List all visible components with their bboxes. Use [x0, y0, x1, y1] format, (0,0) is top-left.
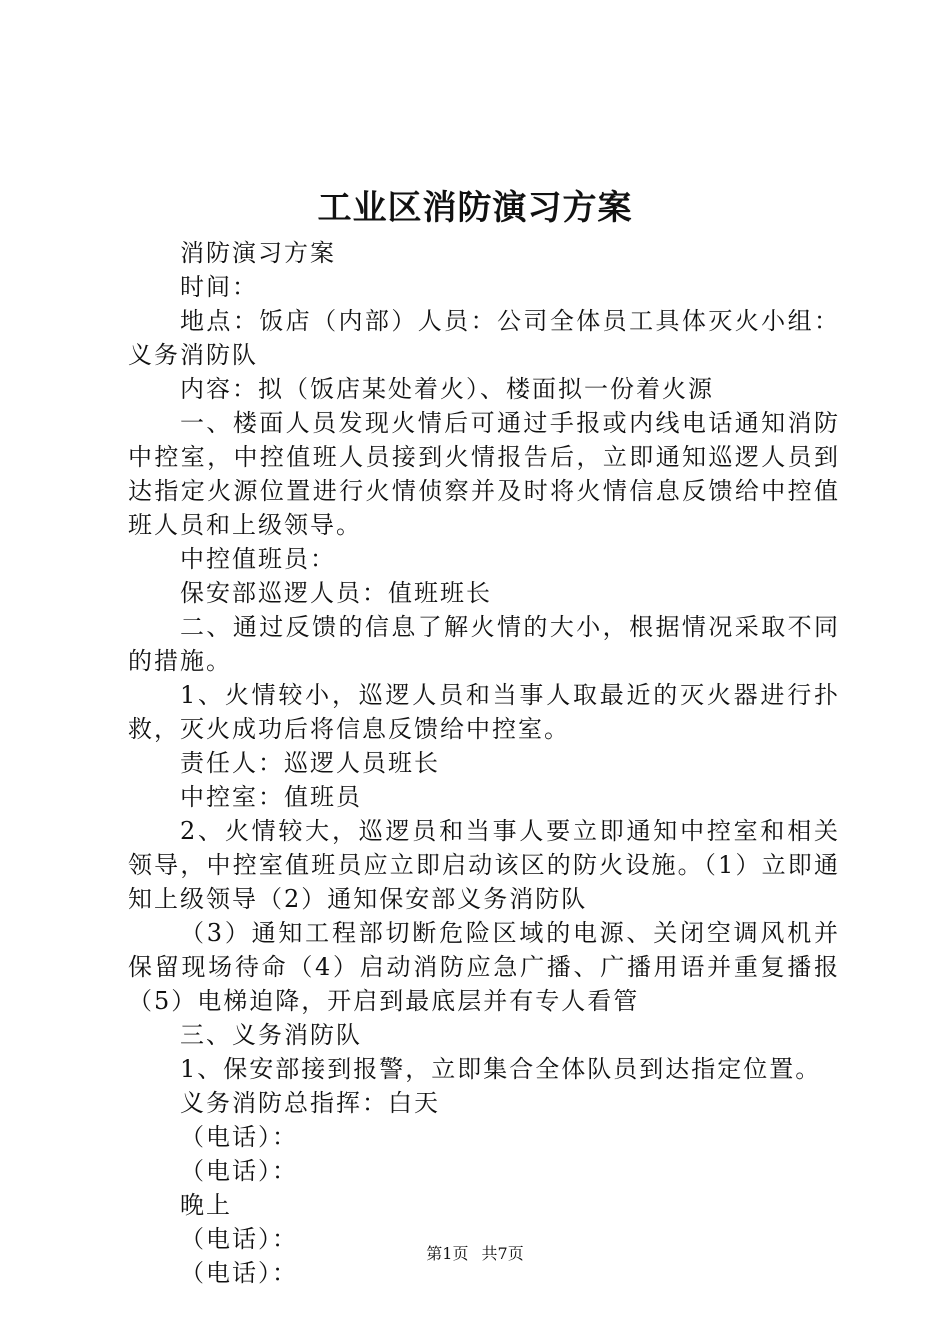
document-title: 工业区消防演习方案	[317, 188, 633, 228]
document-body	[128, 236, 840, 1290]
paragraph: 1、保安部接到报警，立即集合全体队员到达指定位置。	[180, 1055, 822, 1083]
paragraph: 内容：拟（饭店某处着火）、楼面拟一份着火源	[180, 375, 714, 403]
paragraph: 保安部巡逻人员：值班班长	[180, 579, 492, 607]
page-total: 共7页	[481, 1244, 524, 1263]
paragraph: 一、楼面人员发现火情后可通过手报或内线电话通知消防中控室，中控值班人员接到火情报告后，立即通知巡逻人员到达指定火源位置进行火情侦察并及时将火情信息反馈给中控值班人员和上级领导。	[128, 409, 840, 539]
paragraph: 1、火情较小，巡逻人员和当事人取最近的灭火器进行扑救，灭火成功后将信息反馈给中控室。	[128, 681, 840, 743]
paragraph: 消防演习方案	[180, 239, 336, 267]
paragraph: 义务消防总指挥：白天	[180, 1089, 440, 1117]
paragraph: （3）通知工程部切断危险区域的电源、关闭空调风机并保留现场待命（4）启动消防应急广播、广播用语并重复播报（5）电梯迫降，开启到最底层并有专人看管	[128, 919, 840, 1015]
paragraph: （电话）：	[180, 1259, 298, 1287]
paragraph: （电话）：	[180, 1157, 298, 1185]
paragraph: （电话）：	[180, 1123, 298, 1151]
paragraph: 地点：饭店（内部）人员：公司全体员工具体灭火小组：义务消防队	[128, 307, 840, 369]
paragraph: 中控室：值班员	[180, 783, 362, 811]
page-number: 第1页	[426, 1244, 469, 1263]
paragraph: 2、火情较大，巡逻员和当事人要立即通知中控室和相关领导，中控室值班员应立即启动该区的防火设施。（1）立即通知上级领导（2）通知保安部义务消防队	[128, 817, 840, 913]
page-footer	[0, 1243, 950, 1265]
paragraph: 二、通过反馈的信息了解火情的大小，根据情况采取不同的措施。	[128, 613, 840, 675]
paragraph: 晚上	[180, 1191, 232, 1219]
paragraph: （电话）：	[180, 1225, 298, 1253]
paragraph: 责任人：巡逻人员班长	[180, 749, 440, 777]
paragraph: 中控值班员：	[180, 545, 336, 573]
paragraph: 时间：	[180, 273, 258, 301]
paragraph: 三、义务消防队	[180, 1021, 362, 1049]
